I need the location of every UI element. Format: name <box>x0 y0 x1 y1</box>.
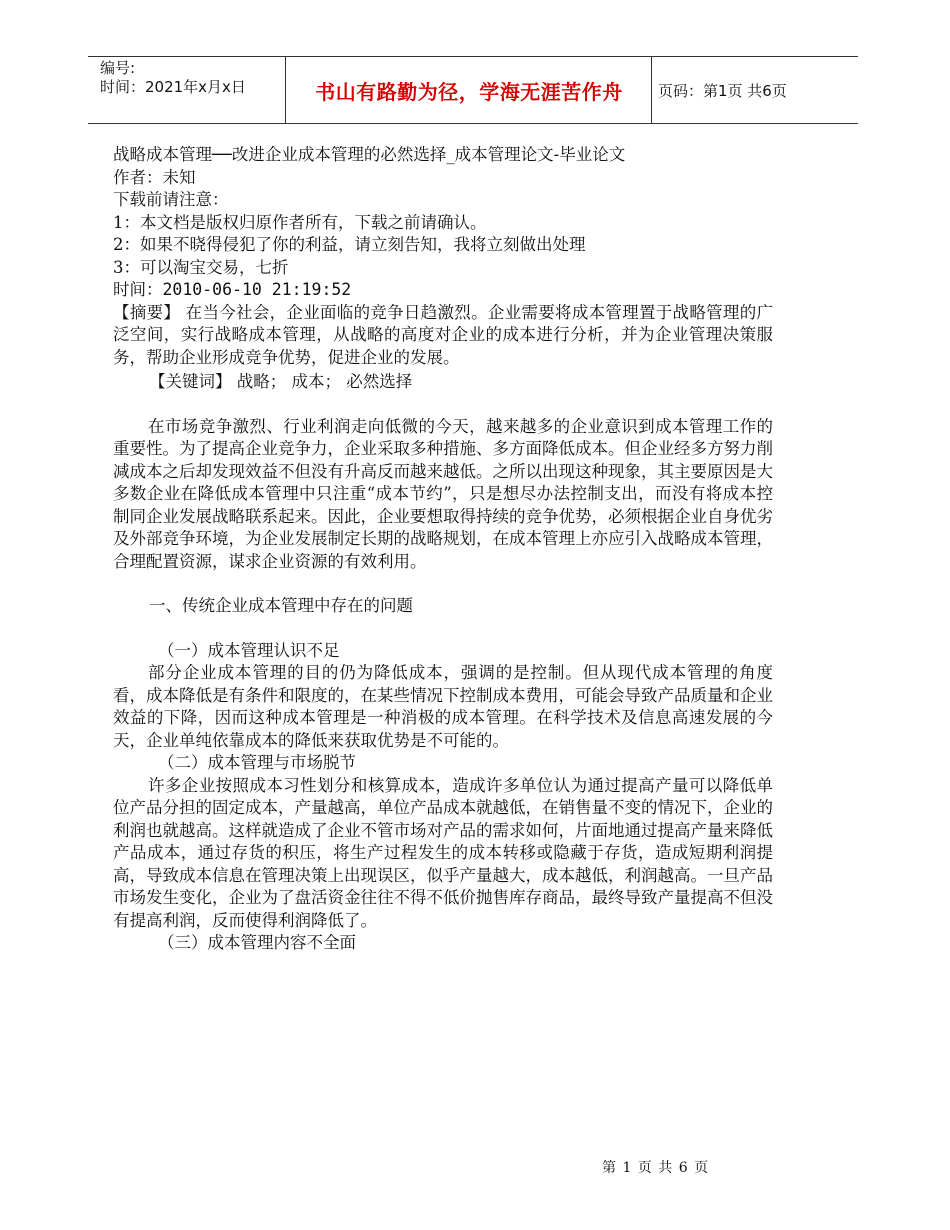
header-meta <box>100 59 280 97</box>
spacer <box>113 573 773 595</box>
spacer <box>113 618 773 640</box>
page-header <box>88 56 858 124</box>
intro-paragraph: 在市场竞争激烈、行业利润走向低微的今天，越来越多的企业意识到成本管理工作的重要性。为了提高企业竞争力，企业采取多种措施、多方面降低成本。但企业经多方努力削减成本之后却发现效益不但没有升高反而越来越低。之所以出现这种现象，其主要原因是大多数企业在降低成本管理中只注重“成本节约”，只是想尽办法控制支出，而没有将成本控制同企业发展战略联系起来。因此，企业要想取得持续的竞争优势，必须根据企业自身优劣及外部竞争环境，为企业发展制定长期的战略规划，在成本管理上亦应引入战略成本管理，合理配置资源，谋求企业资源的有效利用。 <box>113 416 773 571</box>
notice-item: 1：本文档是版权归原作者所有，下载之前请确认。 <box>113 212 487 232</box>
article-title: 战略成本管理──改进企业成本管理的必然选择_成本管理论文-毕业论文 <box>113 145 626 164</box>
subsection-heading: （三）成本管理内容不全面 <box>158 933 356 952</box>
document-time-label: 时间：2021年x月x日 <box>100 78 246 96</box>
page-footer: 第 1 页 共 6 页 <box>602 1160 709 1176</box>
notice-item: 3：可以淘宝交易，七折 <box>113 257 289 277</box>
section-heading: 一、传统企业成本管理中存在的问题 <box>149 596 413 615</box>
article-body <box>113 144 773 955</box>
download-notice: 下载前请注意： <box>113 190 229 209</box>
subsection-paragraph: 许多企业按照成本习性划分和核算成本，造成许多单位认为通过提高产量可以降低单位产品分担的固定成本，产量越高，单位产品成本就越低，在销售量不变的情况下，企业的利润也就越高。这样就造成了企业不管市场对产品的需求如何，片面地通过提高产量来降低产品成本，通过存货的积压，将生产过程发生的成本转移或隐藏于存货，造成短期利润提高，导致成本信息在管理决策上出现误区，似乎产量越大，成本越低，利润越高。一旦产品市场发生变化，企业为了盘活资金往往不得不低价抛售库存商品，最终导致产量提高不但没有提高利润，反而使得利润降低了。 <box>113 775 773 930</box>
subsection-heading: （二）成本管理与市场脱节 <box>158 753 356 772</box>
article-author: 作者：未知 <box>113 167 196 187</box>
header-divider-left <box>285 57 286 123</box>
document-number-label: 编号: <box>100 59 136 77</box>
article-abstract: 【摘要】 在当今社会，企业面临的竞争日趋激烈。企业需要将成本管理置于战略管理的广泛空间，实行战略成本管理，从战略的高度对企业的成本进行分析，并为企业管理决策服务，帮助企业形成竞争优势，促进企业的发展。 <box>113 302 773 367</box>
header-page-info: 页码：第1页 共6页 <box>658 81 787 100</box>
subsection-heading: （一）成本管理认识不足 <box>158 640 340 660</box>
spacer <box>113 394 773 416</box>
article-time: 时间：2010-06-10 21:19:52 <box>113 280 352 299</box>
article-keywords: 【关键词】 战略； 成本； 必然选择 <box>149 372 413 391</box>
subsection-paragraph: 部分企业成本管理的目的仍为降低成本，强调的是控制。但从现代成本管理的角度看，成本降低是有条件和限度的，在某些情况下控制成本费用，可能会导致产品质量和企业效益的下降，因而这种成本管理是一种消极的成本管理。在科学技术及信息高速发展的今天，企业单纯依靠成本的降低来获取优势是不可能的。 <box>113 663 773 750</box>
notice-item: 2：如果不晓得侵犯了你的利益，请立刻告知，我将立刻做出处理 <box>113 235 586 254</box>
header-divider-right <box>651 57 652 123</box>
header-motto: 书山有路勤为径，学海无涯苦作舟 <box>315 79 623 104</box>
